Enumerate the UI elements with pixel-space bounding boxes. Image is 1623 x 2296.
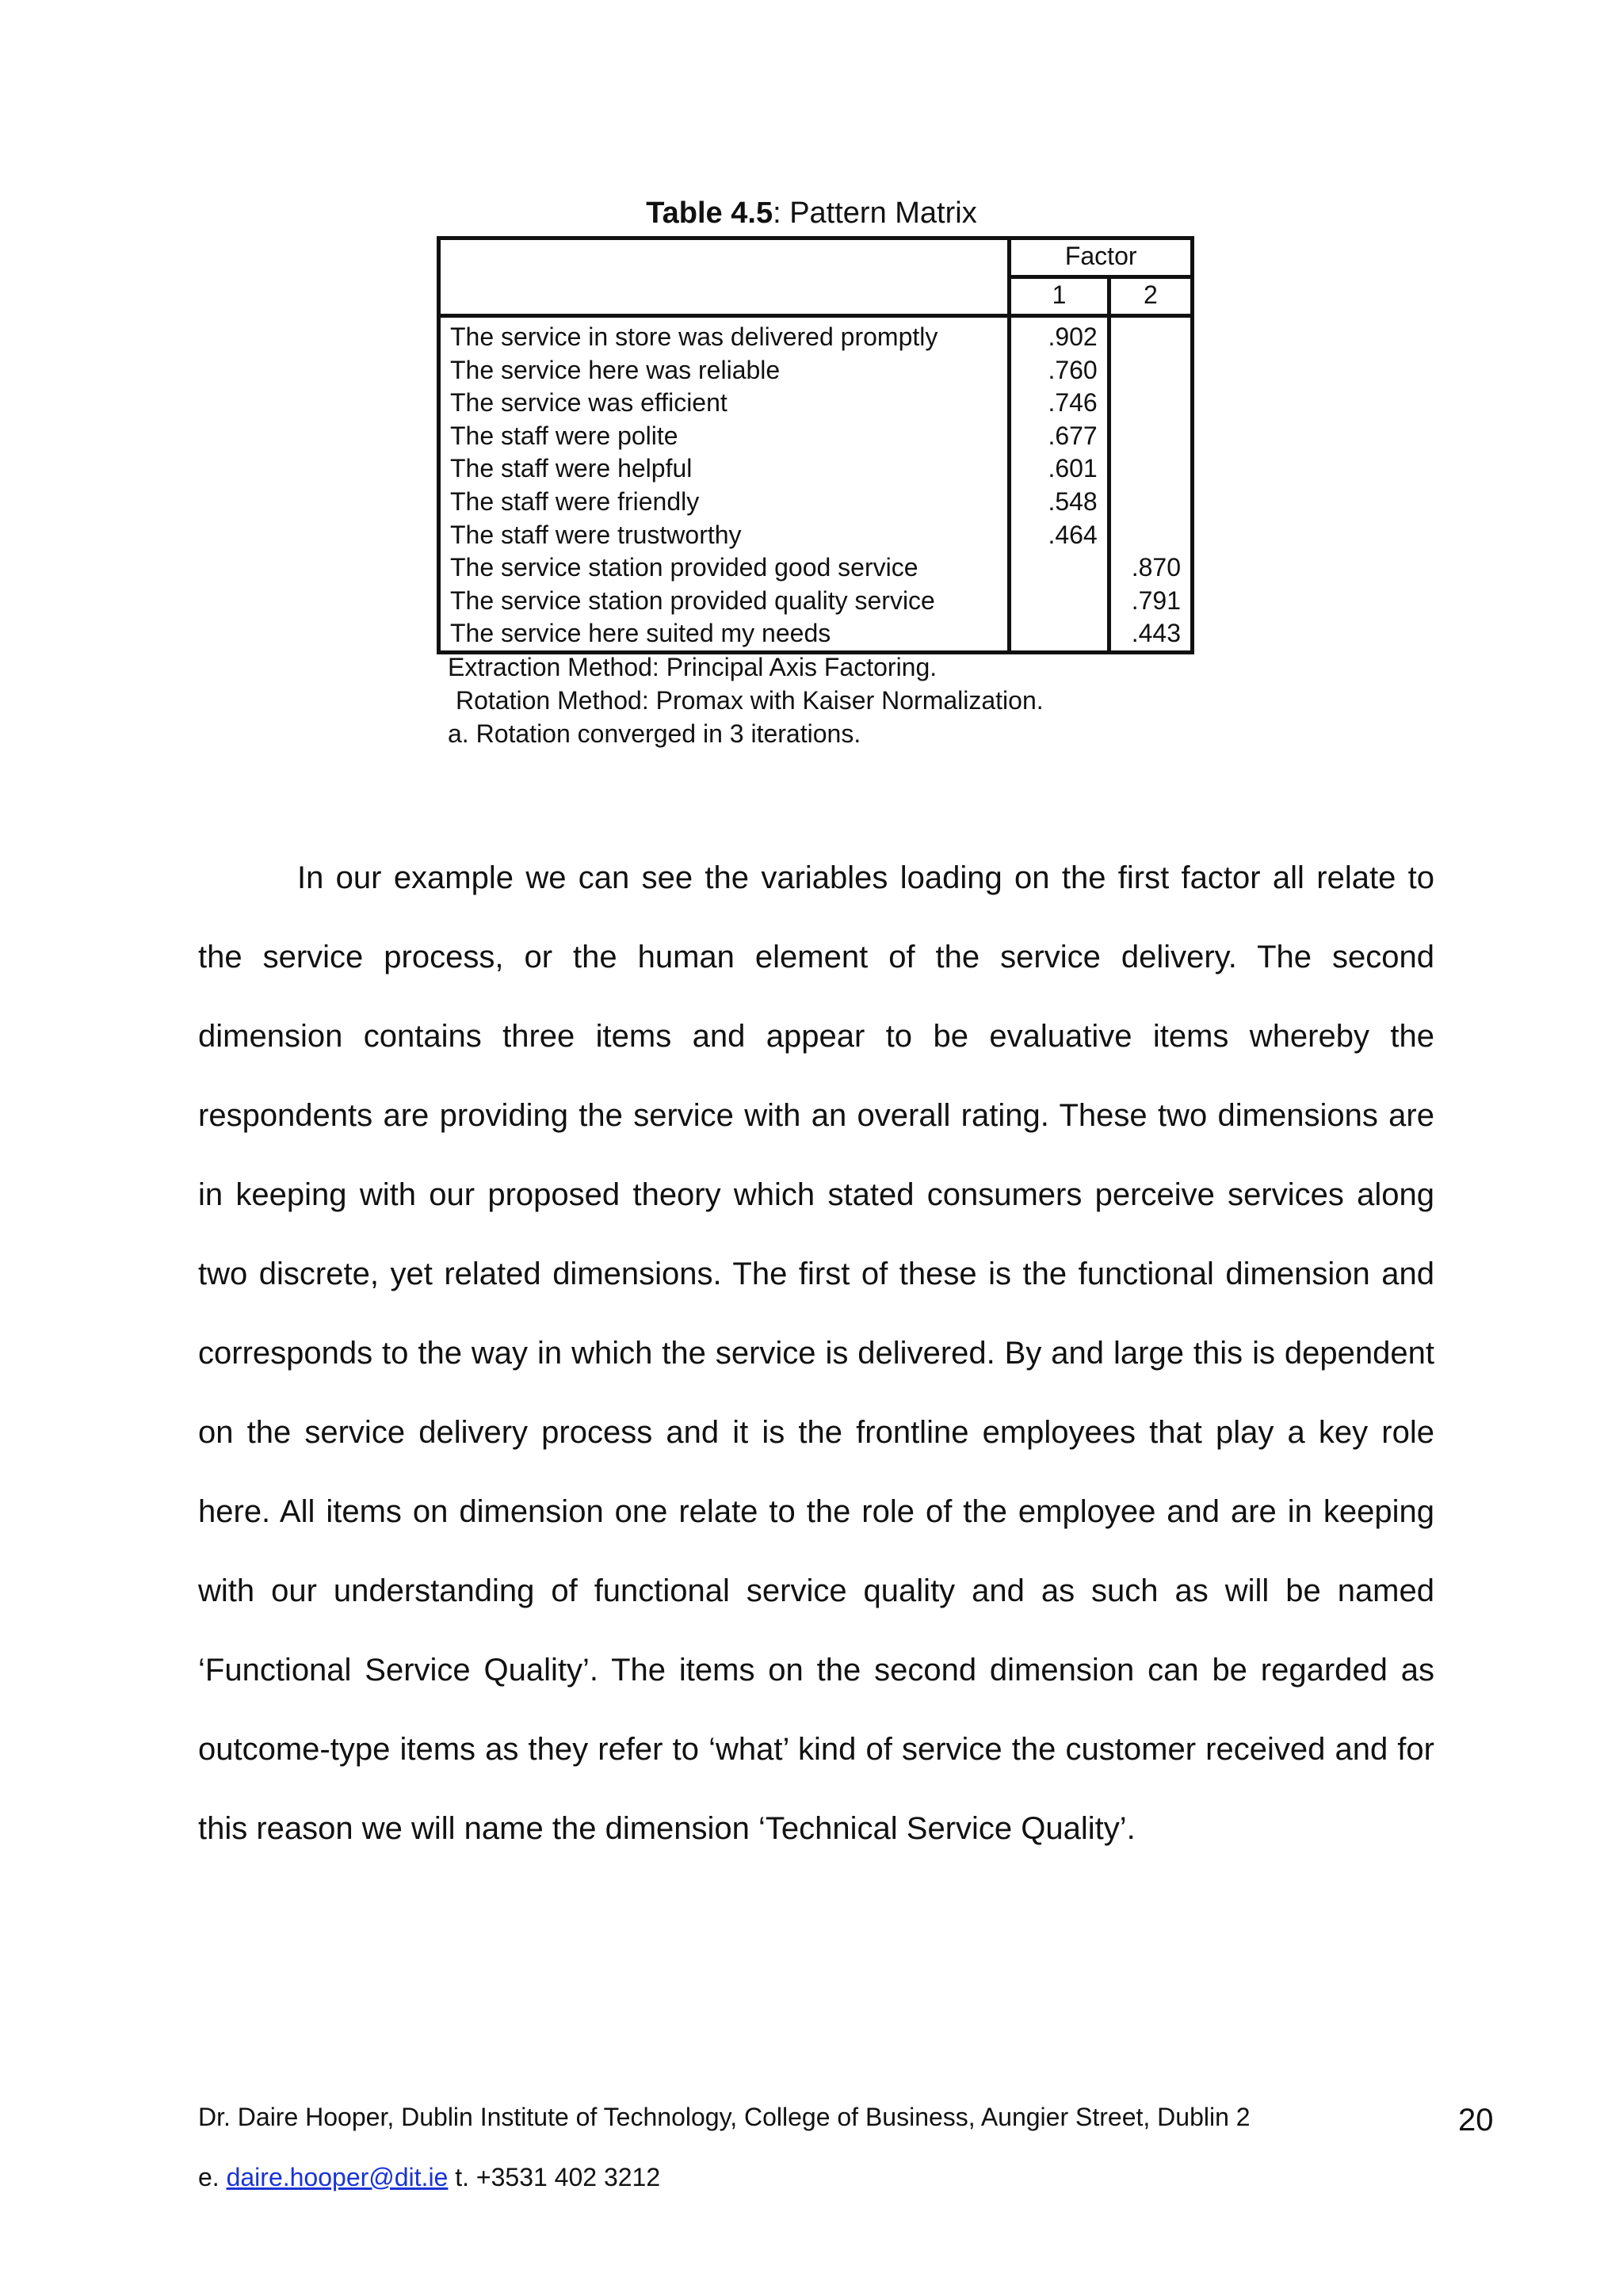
- item-label: The staff were polite: [450, 421, 678, 450]
- factor-number-2: 2: [1109, 277, 1192, 316]
- factor-1-loading: .548: [1048, 486, 1098, 516]
- table-caption-title: : Pattern Matrix: [773, 196, 977, 230]
- factor-2-loading: .443: [1131, 619, 1181, 648]
- email-link[interactable]: daire.hooper@dit.ie: [226, 2163, 449, 2191]
- factor-1-loading: [1011, 617, 1097, 650]
- table-note-convergence: a. Rotation converged in 3 iterations.: [448, 719, 861, 748]
- item-label: The service in store was delivered promptly: [450, 322, 938, 351]
- item-label: The service station provided good service: [450, 553, 918, 582]
- page-number: 20: [1458, 2103, 1494, 2138]
- factor-1-loading: .746: [1048, 388, 1098, 418]
- factor-2-loading: [1111, 420, 1181, 453]
- factor-2-loading: [1111, 354, 1181, 387]
- pattern-matrix-table: [437, 236, 1194, 654]
- table-caption: [0, 195, 1623, 231]
- footer-author-line: Dr. Daire Hooper, Dublin Institute of Technology, College of Business, Aungier Street, Dublin 2: [198, 2103, 1251, 2131]
- factor-2-loading: [1111, 452, 1181, 486]
- footer-contact-line: [198, 2161, 660, 2193]
- item-label: The service here was reliable: [450, 355, 781, 384]
- factor-2-column: [1109, 316, 1192, 653]
- factor-2-loading: .791: [1131, 585, 1181, 615]
- table-note-extraction: Extraction Method: Principal Axis Factoring.: [448, 653, 938, 681]
- factor-1-loading: .760: [1048, 355, 1098, 384]
- email-prefix: e.: [198, 2163, 227, 2191]
- item-label: The staff were friendly: [450, 486, 700, 516]
- factor-2-loading: [1111, 321, 1181, 354]
- factor-1-loading: [1011, 551, 1097, 585]
- table-note-rotation: Rotation Method: Promax with Kaiser Normalization.: [456, 686, 1044, 715]
- table-body-row: [439, 316, 1193, 653]
- item-labels-column: [439, 316, 1010, 653]
- factor-1-loading: .677: [1048, 421, 1098, 450]
- item-label: The staff were helpful: [450, 454, 693, 483]
- item-label: The staff were trustworthy: [450, 520, 742, 549]
- factor-2-loading: [1111, 519, 1181, 552]
- item-label: The service here suited my needs: [450, 619, 831, 648]
- item-label: The service station provided quality service: [450, 585, 935, 615]
- factor-1-loading: [1011, 585, 1097, 618]
- factor-1-loading: .601: [1048, 454, 1098, 483]
- factor-2-loading: .870: [1131, 553, 1181, 582]
- table-notes: [448, 650, 1044, 750]
- factor-header: Factor: [1010, 238, 1193, 277]
- factor-2-loading: [1111, 387, 1181, 420]
- factor-2-loading: [1111, 486, 1181, 519]
- factor-number-1: 1: [1010, 277, 1109, 316]
- body-paragraph: In our example we can see the variables loading on the first factor all relate to the service process, or the human element of the service delivery. The second dimension contains three items and appear to be evaluative items whereby the respondents are providing the service with an overall rating. These two dimensions are in keeping with our proposed theory which stated consumers perceive services along two discrete, yet related dimensions. The first of these is the functional dimension and corresponds to the way in which the service is delivered. By and large this is dependent on the service delivery process and it is the frontline employees that play a key role here. All items on dimension one relate to the role of the employee and are in keeping with our understanding of functional service quality and as such as will be named ‘Functional Service Quality’. The items on the second dimension can be regarded as outcome-type items as they refer to ‘what’ kind of service the customer received and for this reason we will name the dimension ‘Technical Service Quality’.: [198, 860, 1434, 1846]
- table-caption-number: Table 4.5: [646, 196, 773, 230]
- factor-1-loading: .464: [1048, 520, 1098, 549]
- header-empty-cell: [439, 238, 1010, 316]
- table-header-row: [439, 238, 1193, 277]
- phone-text: t. +3531 402 3212: [448, 2163, 661, 2191]
- factor-1-loading: .902: [1048, 322, 1098, 351]
- item-label: The service was efficient: [450, 388, 727, 418]
- body-text: [198, 838, 1434, 1868]
- factor-1-column: [1010, 316, 1109, 653]
